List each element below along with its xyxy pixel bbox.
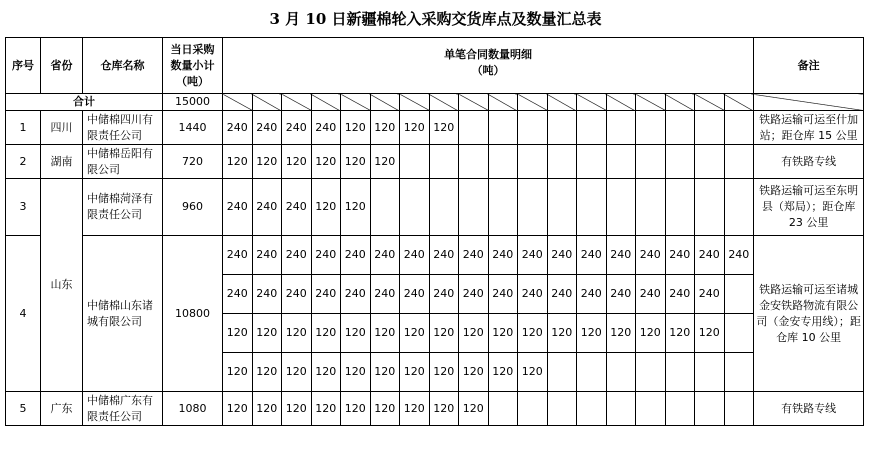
quantity-cell: 240 — [252, 275, 282, 314]
quantity-cell: 240 — [547, 275, 577, 314]
table-title: 3 月 10 日新疆棉轮入采购交货库点及数量汇总表 — [269, 10, 602, 28]
summary-table — [5, 37, 864, 426]
quantity-cell — [724, 275, 754, 314]
quantity-cell: 120 — [282, 353, 312, 392]
quantity-cell — [547, 145, 577, 179]
header-seq: 序号 — [6, 38, 41, 94]
province-cell: 四川 — [41, 111, 83, 145]
warehouse-cell: 中储棉四川有限责任公司 — [83, 111, 163, 145]
quantity-cell — [547, 353, 577, 392]
seq-cell: 3 — [6, 179, 41, 236]
header-daily-total-line2: 数量小计 — [170, 58, 215, 72]
quantity-cell — [695, 145, 725, 179]
quantity-cell — [636, 145, 666, 179]
quantity-cell: 240 — [400, 275, 430, 314]
header-detail-line1: 单笔合同数量明细 — [444, 48, 533, 61]
total-value: 15000 — [163, 94, 223, 111]
header-daily-total-line3: （吨） — [176, 74, 209, 88]
quantity-cell: 120 — [429, 353, 459, 392]
daily-total-cell: 1440 — [163, 111, 223, 145]
quantity-cell: 240 — [459, 236, 489, 275]
quantity-cell: 120 — [400, 111, 430, 145]
seq-cell: 4 — [6, 236, 41, 392]
quantity-cell: 120 — [282, 314, 312, 353]
quantity-cell — [459, 179, 489, 236]
quantity-cell: 120 — [400, 314, 430, 353]
diagonal-cell — [636, 94, 666, 111]
quantity-cell: 240 — [311, 111, 341, 145]
quantity-cell: 120 — [341, 179, 371, 236]
quantity-cell — [370, 179, 400, 236]
quantity-cell: 120 — [223, 392, 253, 426]
diagonal-cell — [577, 94, 607, 111]
quantity-cell — [547, 111, 577, 145]
header-detail — [223, 38, 754, 94]
diagonal-cell — [754, 94, 864, 111]
diagonal-cell — [606, 94, 636, 111]
quantity-cell — [488, 111, 518, 145]
quantity-cell: 120 — [341, 314, 371, 353]
quantity-cell — [665, 353, 695, 392]
quantity-cell — [695, 111, 725, 145]
quantity-cell — [606, 353, 636, 392]
quantity-cell — [665, 145, 695, 179]
quantity-cell: 120 — [518, 314, 548, 353]
header-row — [6, 38, 864, 94]
seq-cell: 1 — [6, 111, 41, 145]
quantity-cell — [606, 179, 636, 236]
quantity-cell — [636, 392, 666, 426]
quantity-cell — [606, 145, 636, 179]
quantity-cell: 120 — [311, 314, 341, 353]
quantity-cell: 120 — [429, 314, 459, 353]
quantity-cell: 120 — [311, 353, 341, 392]
quantity-cell: 120 — [370, 111, 400, 145]
header-detail-line2: （吨） — [471, 64, 505, 77]
quantity-cell: 120 — [252, 353, 282, 392]
quantity-cell — [429, 179, 459, 236]
quantity-cell: 240 — [459, 275, 489, 314]
quantity-cell — [518, 145, 548, 179]
quantity-cell — [429, 145, 459, 179]
quantity-cell: 240 — [223, 179, 253, 236]
warehouse-cell: 中储棉山东诸城有限公司 — [83, 236, 163, 392]
quantity-cell: 240 — [429, 275, 459, 314]
quantity-cell: 240 — [252, 179, 282, 236]
quantity-cell — [518, 179, 548, 236]
quantity-cell — [724, 392, 754, 426]
quantity-cell: 240 — [223, 236, 253, 275]
warehouse-cell: 中储棉广东有限责任公司 — [83, 392, 163, 426]
diagonal-cell — [547, 94, 577, 111]
quantity-cell: 120 — [429, 111, 459, 145]
quantity-cell: 240 — [636, 236, 666, 275]
quantity-cell: 240 — [636, 275, 666, 314]
quantity-cell — [665, 392, 695, 426]
diagonal-cell — [518, 94, 548, 111]
quantity-cell: 240 — [695, 236, 725, 275]
quantity-cell: 240 — [518, 275, 548, 314]
diagonal-cell — [370, 94, 400, 111]
quantity-cell: 240 — [223, 275, 253, 314]
quantity-cell: 120 — [459, 314, 489, 353]
quantity-cell: 240 — [282, 179, 312, 236]
table-row — [6, 392, 864, 426]
diagonal-cell — [459, 94, 489, 111]
quantity-cell: 120 — [606, 314, 636, 353]
quantity-cell: 120 — [341, 111, 371, 145]
diagonal-cell — [429, 94, 459, 111]
daily-total-cell: 10800 — [163, 236, 223, 392]
quantity-cell: 240 — [311, 236, 341, 275]
diagonal-cell — [223, 94, 253, 111]
quantity-cell — [459, 145, 489, 179]
quantity-cell: 120 — [282, 392, 312, 426]
quantity-cell: 120 — [400, 392, 430, 426]
quantity-cell — [577, 145, 607, 179]
quantity-cell: 120 — [429, 392, 459, 426]
quantity-cell: 120 — [636, 314, 666, 353]
quantity-cell: 120 — [459, 353, 489, 392]
quantity-cell: 120 — [341, 392, 371, 426]
diagonal-cell — [400, 94, 430, 111]
total-label: 合计 — [6, 94, 163, 111]
diagonal-cell — [488, 94, 518, 111]
quantity-cell — [695, 392, 725, 426]
quantity-cell: 120 — [695, 314, 725, 353]
quantity-cell: 120 — [518, 353, 548, 392]
quantity-cell — [518, 111, 548, 145]
quantity-cell: 240 — [577, 236, 607, 275]
total-row — [6, 94, 864, 111]
quantity-cell: 120 — [223, 314, 253, 353]
quantity-cell: 120 — [370, 145, 400, 179]
quantity-cell: 120 — [370, 314, 400, 353]
table-row — [6, 145, 864, 179]
table-row — [6, 236, 864, 275]
quantity-cell: 120 — [547, 314, 577, 353]
quantity-cell: 240 — [400, 236, 430, 275]
province-cell: 广东 — [41, 392, 83, 426]
quantity-cell — [488, 179, 518, 236]
header-warehouse: 仓库名称 — [83, 38, 163, 94]
quantity-cell — [459, 111, 489, 145]
quantity-cell: 120 — [252, 314, 282, 353]
quantity-cell: 120 — [223, 145, 253, 179]
quantity-cell — [636, 179, 666, 236]
quantity-cell: 240 — [518, 236, 548, 275]
quantity-cell: 120 — [311, 145, 341, 179]
quantity-cell — [724, 179, 754, 236]
quantity-cell — [724, 314, 754, 353]
quantity-cell: 240 — [370, 236, 400, 275]
diagonal-cell — [252, 94, 282, 111]
quantity-cell — [577, 353, 607, 392]
diagonal-cell — [695, 94, 725, 111]
quantity-cell — [724, 145, 754, 179]
quantity-cell: 240 — [665, 275, 695, 314]
quantity-cell: 120 — [488, 353, 518, 392]
quantity-cell: 240 — [341, 236, 371, 275]
remark-cell: 铁路运输可运至什加站；距仓库 15 公里 — [754, 111, 864, 145]
quantity-cell: 240 — [223, 111, 253, 145]
quantity-cell: 120 — [577, 314, 607, 353]
remark-cell: 有铁路专线 — [754, 392, 864, 426]
quantity-cell: 240 — [429, 236, 459, 275]
quantity-cell: 240 — [282, 236, 312, 275]
daily-total-cell: 1080 — [163, 392, 223, 426]
quantity-cell: 240 — [282, 275, 312, 314]
quantity-cell: 120 — [341, 145, 371, 179]
quantity-cell: 240 — [488, 236, 518, 275]
seq-cell: 2 — [6, 145, 41, 179]
quantity-cell — [547, 392, 577, 426]
quantity-cell: 240 — [282, 111, 312, 145]
quantity-cell: 240 — [488, 275, 518, 314]
quantity-cell: 240 — [370, 275, 400, 314]
quantity-cell — [577, 111, 607, 145]
remark-cell: 铁路运输可运至东明县（郑局）；距仓库 23 公里 — [754, 179, 864, 236]
diagonal-cell — [724, 94, 754, 111]
diagonal-cell — [665, 94, 695, 111]
quantity-cell — [606, 111, 636, 145]
province-cell: 山东 — [41, 179, 83, 392]
header-daily-total-line1: 当日采购 — [170, 42, 215, 56]
remark-cell: 有铁路专线 — [754, 145, 864, 179]
quantity-cell: 120 — [282, 145, 312, 179]
quantity-cell — [400, 145, 430, 179]
diagonal-cell — [282, 94, 312, 111]
quantity-cell — [518, 392, 548, 426]
quantity-cell — [577, 179, 607, 236]
quantity-cell — [724, 111, 754, 145]
quantity-cell: 240 — [252, 111, 282, 145]
quantity-cell: 240 — [606, 275, 636, 314]
quantity-cell: 120 — [252, 145, 282, 179]
header-daily-total — [163, 38, 223, 94]
quantity-cell — [488, 145, 518, 179]
quantity-cell — [636, 111, 666, 145]
quantity-cell: 120 — [400, 353, 430, 392]
quantity-cell: 120 — [252, 392, 282, 426]
warehouse-cell: 中储棉岳阳有限公司 — [83, 145, 163, 179]
quantity-cell: 240 — [311, 275, 341, 314]
quantity-cell — [488, 392, 518, 426]
quantity-cell — [665, 179, 695, 236]
seq-cell: 5 — [6, 392, 41, 426]
quantity-cell — [695, 179, 725, 236]
quantity-cell: 240 — [665, 236, 695, 275]
quantity-cell: 240 — [547, 236, 577, 275]
remark-cell: 铁路运输可运至诸城金安铁路物流有限公司（金安专用线）；距仓库 10 公里 — [754, 236, 864, 392]
diagonal-cell — [311, 94, 341, 111]
quantity-cell: 120 — [223, 353, 253, 392]
quantity-cell: 120 — [665, 314, 695, 353]
header-remark: 备注 — [754, 38, 864, 94]
quantity-cell — [724, 353, 754, 392]
quantity-cell: 120 — [488, 314, 518, 353]
quantity-cell: 120 — [459, 392, 489, 426]
quantity-cell: 240 — [341, 275, 371, 314]
daily-total-cell: 960 — [163, 179, 223, 236]
quantity-cell — [695, 353, 725, 392]
diagonal-cell — [341, 94, 371, 111]
quantity-cell — [606, 392, 636, 426]
quantity-cell — [547, 179, 577, 236]
quantity-cell: 120 — [370, 392, 400, 426]
quantity-cell: 240 — [724, 236, 754, 275]
table-row — [6, 179, 864, 236]
quantity-cell: 120 — [370, 353, 400, 392]
quantity-cell: 240 — [606, 236, 636, 275]
header-province: 省份 — [41, 38, 83, 94]
quantity-cell — [665, 111, 695, 145]
quantity-cell — [400, 179, 430, 236]
quantity-cell: 240 — [695, 275, 725, 314]
daily-total-cell: 720 — [163, 145, 223, 179]
warehouse-cell: 中储棉菏泽有限责任公司 — [83, 179, 163, 236]
table-row — [6, 111, 864, 145]
quantity-cell — [577, 392, 607, 426]
quantity-cell: 120 — [341, 353, 371, 392]
quantity-cell: 120 — [311, 179, 341, 236]
quantity-cell: 120 — [311, 392, 341, 426]
province-cell: 湖南 — [41, 145, 83, 179]
quantity-cell: 240 — [577, 275, 607, 314]
quantity-cell: 240 — [252, 236, 282, 275]
quantity-cell — [636, 353, 666, 392]
